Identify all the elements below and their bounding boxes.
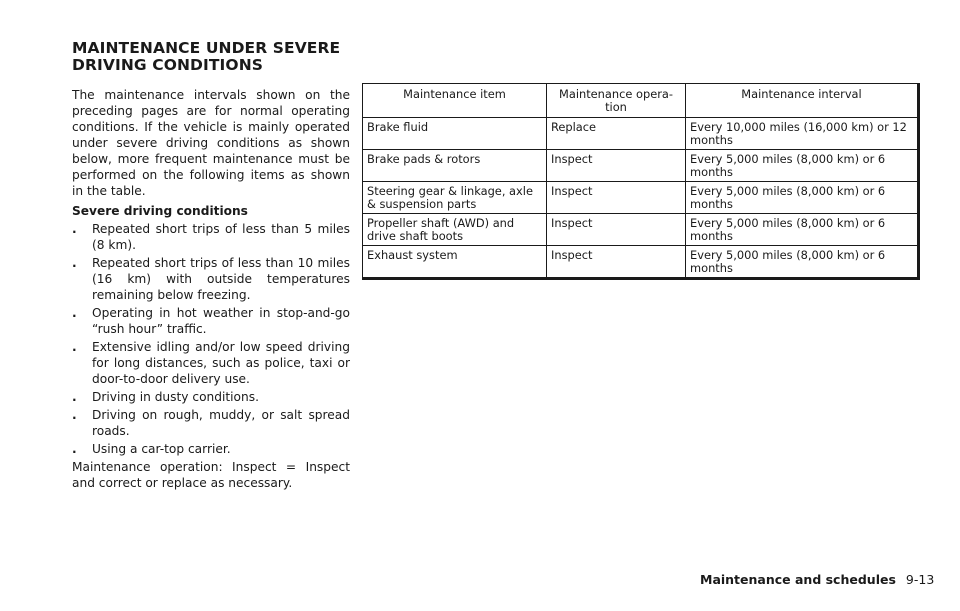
- column-header-operation: Maintenance opera-tion: [547, 84, 686, 118]
- title-line-2: DRIVING CONDITIONS: [72, 56, 264, 74]
- maintenance-operation-note: Maintenance operation: Inspect = Inspect and correct or replace as necessary.: [72, 460, 350, 490]
- bullet-icon: .: [72, 222, 77, 236]
- list-item: . Repeated short trips of less than 10 miles (16 km) with outside temperatures remaining below freezing.: [72, 256, 350, 302]
- maintenance-table: [362, 83, 918, 278]
- list-item: . Repeated short trips of less than 5 miles (8 km).: [72, 222, 350, 252]
- table-row: [363, 214, 918, 246]
- cell-interval: Every 10,000 miles (16,000 km) or 12 months: [686, 118, 918, 150]
- column-header-item: Maintenance item: [363, 84, 547, 118]
- bullet-icon: .: [72, 390, 77, 404]
- cell-operation: Inspect: [547, 182, 686, 214]
- list-item: . Driving in dusty conditions.: [72, 390, 259, 404]
- list-item: . Using a car-top carrier.: [72, 442, 231, 456]
- cell-item: Propeller shaft (AWD) and drive shaft boots: [363, 214, 547, 246]
- bullet-icon: .: [72, 256, 77, 270]
- page-title: [72, 40, 352, 74]
- cell-interval: Every 5,000 miles (8,000 km) or 6 months: [686, 246, 918, 278]
- list-item: . Extensive idling and/or low speed driving for long distances, such as police, taxi or door-to-door delivery use.: [72, 340, 350, 386]
- cell-interval: Every 5,000 miles (8,000 km) or 6 months: [686, 182, 918, 214]
- severe-conditions-heading: Severe driving conditions: [72, 204, 248, 218]
- cell-item: Brake fluid: [363, 118, 547, 150]
- table-row: [363, 246, 918, 278]
- list-item: . Operating in hot weather in stop-and-go “rush hour” traffic.: [72, 306, 350, 336]
- bullet-icon: .: [72, 340, 77, 354]
- list-item: . Driving on rough, muddy, or salt spread roads.: [72, 408, 350, 438]
- intro-paragraph: The maintenance intervals shown on the preceding pages are for normal operating conditions. If the vehicle is mainly operated under severe driving conditions as shown below, more frequent maintenance must be performed on the following items as shown in the table.: [72, 88, 350, 198]
- cell-operation: Inspect: [547, 150, 686, 182]
- severe-conditions-list: [72, 221, 350, 457]
- table-row: [363, 150, 918, 182]
- bullet-icon: .: [72, 408, 77, 422]
- cell-interval: Every 5,000 miles (8,000 km) or 6 months: [686, 150, 918, 182]
- table-row: [363, 118, 918, 150]
- cell-operation: Inspect: [547, 214, 686, 246]
- cell-interval: Every 5,000 miles (8,000 km) or 6 months: [686, 214, 918, 246]
- bullet-icon: .: [72, 442, 77, 456]
- body-text-column: [72, 87, 350, 491]
- cell-operation: Replace: [547, 118, 686, 150]
- footer-section-title: Maintenance and schedules: [700, 572, 896, 587]
- column-header-interval: Maintenance interval: [686, 84, 918, 118]
- cell-item: Steering gear & linkage, axle & suspension parts: [363, 182, 547, 214]
- cell-operation: Inspect: [547, 246, 686, 278]
- cell-item: Exhaust system: [363, 246, 547, 278]
- table-row: [363, 182, 918, 214]
- table-header-row: [363, 84, 918, 118]
- page-footer: [700, 572, 935, 587]
- cell-item: Brake pads & rotors: [363, 150, 547, 182]
- maintenance-table-frame: [362, 83, 920, 280]
- page-number: 9-13: [905, 572, 935, 587]
- title-line-1: MAINTENANCE UNDER SEVERE: [72, 39, 341, 57]
- bullet-icon: .: [72, 306, 77, 320]
